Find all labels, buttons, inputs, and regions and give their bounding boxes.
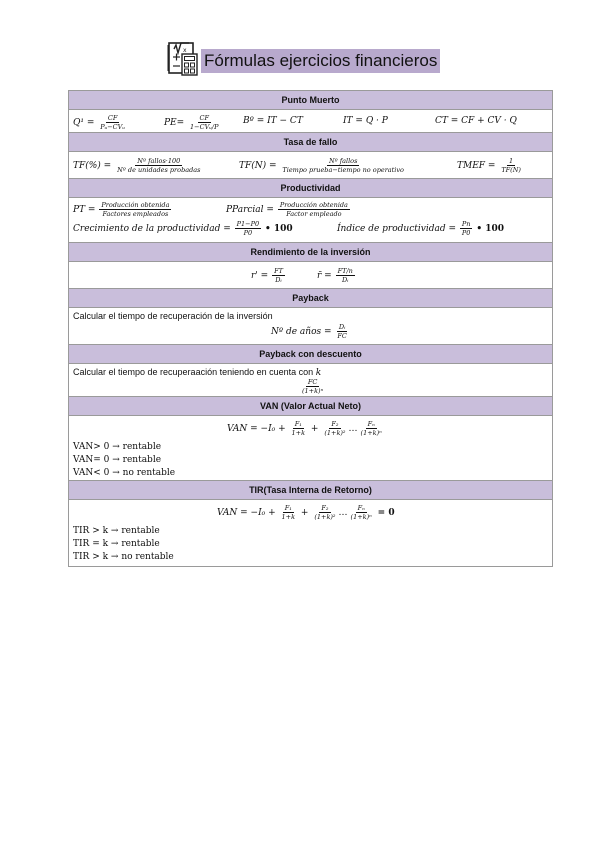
formula-q: Q¹ = $\frac{CF}{\text{Pᵤ−CVᵤ}}$ (73, 114, 125, 131)
formula-fc-descontado: $\frac{FC}{\text{(1+k)ⁿ}}$ (302, 378, 324, 395)
payback-description: Calcular el tiempo de recuperación de la inversión (73, 311, 273, 321)
section-header-payback: Payback (69, 288, 552, 307)
section-header-rendimiento: Rendimiento de la inversión (69, 242, 552, 261)
row-rendimiento (69, 261, 552, 288)
tir-condition-equal: TIR = k → rentable (73, 539, 160, 549)
calculator-formula-icon (167, 39, 199, 77)
formula-n-anos: Nº de años = $\frac{\text{Dᵢ}}{FC}$ (271, 323, 347, 340)
row-payback (69, 307, 552, 344)
row-payback-descuento (69, 363, 552, 396)
section-header-tasa-fallo: Tasa de fallo (69, 132, 552, 151)
row-productividad (69, 197, 552, 242)
row-van (69, 415, 552, 480)
van-condition-positive: VAN> 0 → rentable (73, 442, 162, 452)
formula-tf-porcentaje: TF(%) = $\frac{\text{Nº fallos·100}}{\text{Nº de unidades probadas}}$ (73, 157, 201, 174)
svg-text:x: x (183, 47, 187, 54)
section-header-payback-descuento: Payback con descuento (69, 344, 552, 363)
formula-r: r' = $\frac{FT}{\text{Dᵢ}}$ (251, 267, 283, 284)
formula-table (68, 90, 553, 567)
section-header-van: VAN (Valor Actual Neto) (69, 396, 552, 415)
row-tir (69, 499, 552, 566)
section-header-productividad: Productividad (69, 178, 552, 197)
title-area (167, 38, 440, 78)
section-header-tir: TIR(Tasa Interna de Retorno) (69, 480, 552, 499)
formula-r-medio: r̄ = $\frac{FT/n}{\text{Dᵢ}}$ (317, 267, 353, 284)
formula-tmef: TMEF = $\frac{1}{TF(N)}$ (457, 157, 521, 174)
formula-van: VAN = −I₀ + $\frac{\text{F₁}}{1+k}$ + $\frac{\text{F₂}}{\text{(1+k)²}}$ … $\frac{\text{Fₙ}}{\text{(1+k)ⁿ}}$ (227, 420, 382, 437)
formula-tir: VAN = −I₀ + $\frac{\text{F₁}}{1+k}$ + $\frac{\text{F₂}}{\text{(1+k)²}}$ … $\frac{\text{Fₙ}}{\text{(1+k)ⁿ}}$ = 0 (217, 504, 395, 521)
formula-crecimiento: Crecimiento de la productividad = $\frac{P1-P0}{P0}$ • 100 (73, 220, 293, 237)
tir-condition-greater: TIR > k → rentable (73, 526, 160, 536)
formula-beneficio: Bº = IT − CT (243, 116, 303, 126)
formula-pparcial: PParcial = $\frac{\text{Producción obtenida}}{\text{Factor empleado}}$ (226, 201, 348, 218)
section-header-punto-muerto: Punto Muerto (69, 91, 552, 109)
van-condition-zero: VAN= 0 → rentable (73, 455, 162, 465)
formula-it: IT = Q · P (343, 116, 388, 126)
row-punto-muerto (69, 109, 552, 132)
formula-ct: CT = CF + CV · Q (435, 116, 517, 126)
tir-condition-not-profitable: TIR > k → no rentable (73, 552, 174, 562)
formula-pe: PE= $\frac{CF}{\text{1−CVᵤ/P}}$ (164, 114, 219, 131)
formula-tf-n: TF(N) = $\frac{\text{Nº fallos}}{\text{Tiempo prueba−tiempo no operativo}}$ (239, 157, 404, 174)
row-tasa-fallo (69, 151, 552, 178)
van-condition-negative: VAN< 0 → no rentable (73, 468, 176, 478)
formula-indice: Índice de productividad = $\frac{Pn}{P0}$ • 100 (337, 220, 504, 237)
formula-pt: PT = $\frac{\text{Producción obtenida}}{\text{Factores empleados}}$ (73, 201, 170, 218)
payback-descuento-description: Calcular el tiempo de recuperaación teniendo en cuenta con k (73, 367, 322, 378)
page-title: Fórmulas ejercicios financieros (201, 49, 440, 73)
